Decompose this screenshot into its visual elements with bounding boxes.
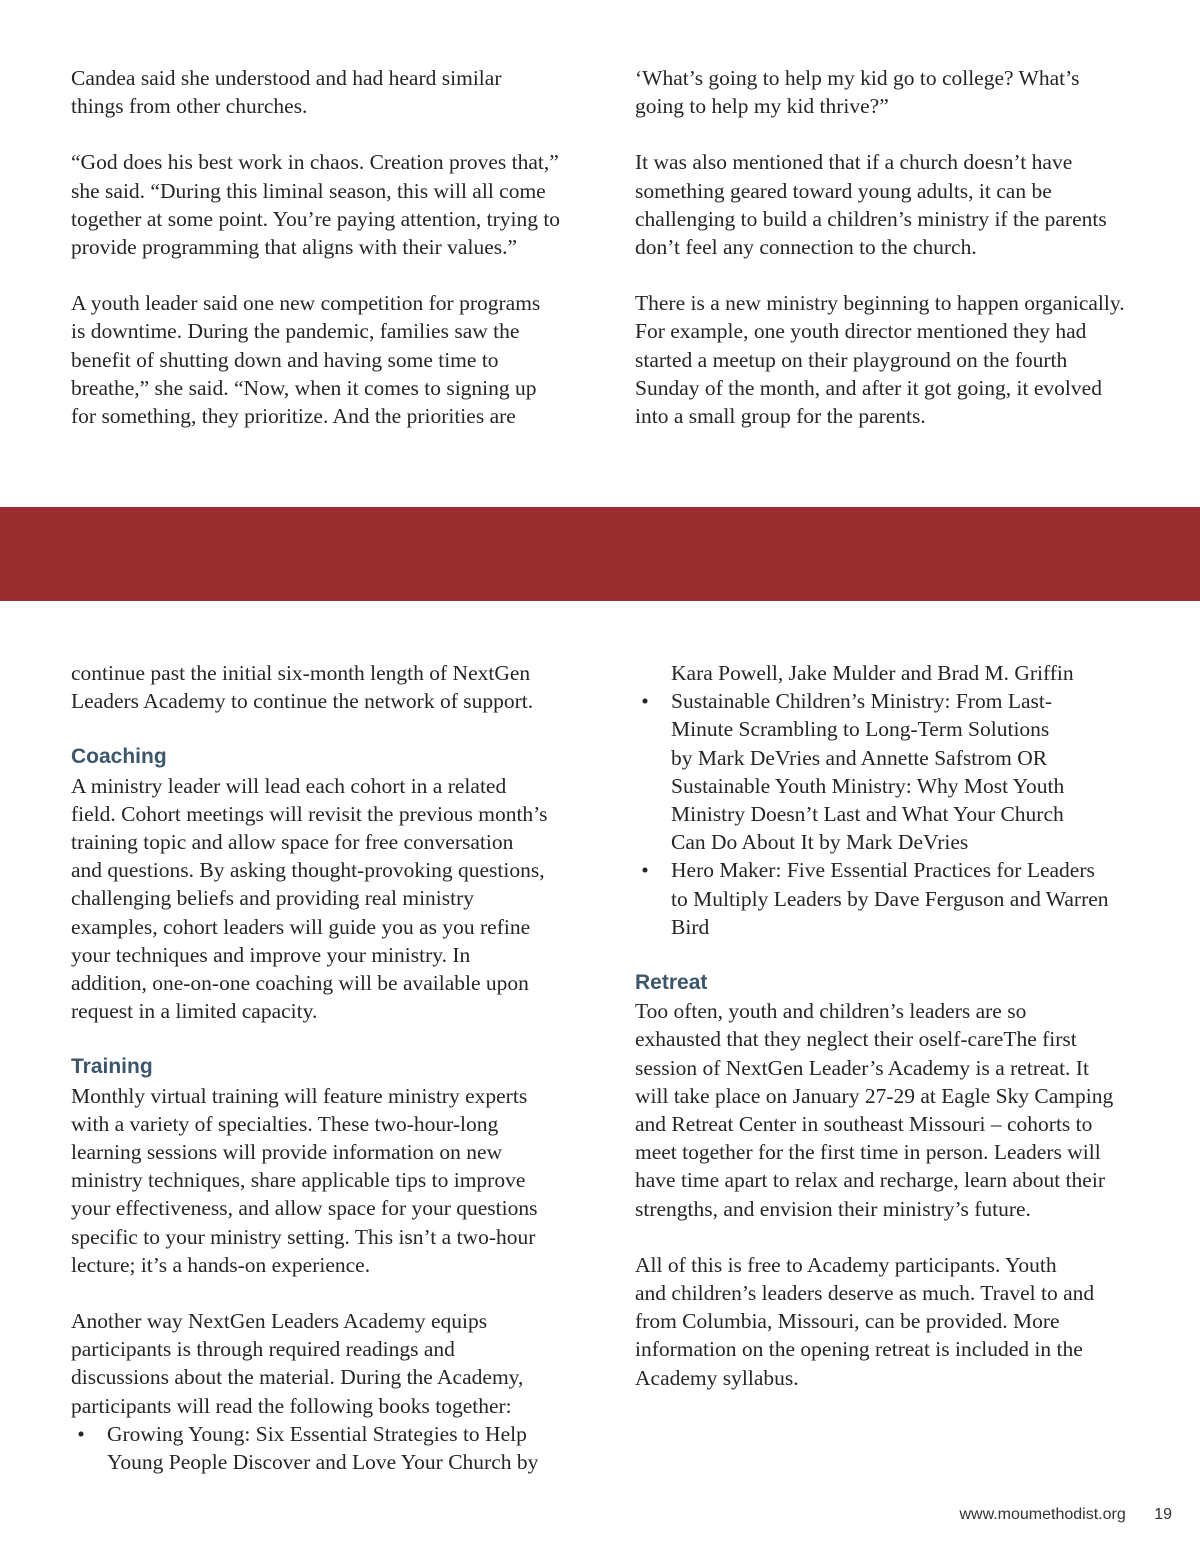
- bullet-icon: •: [641, 689, 649, 714]
- body-paragraph: Candea said she understood and had heard similar things from other churches.: [71, 66, 502, 119]
- bullet-icon: •: [77, 1421, 85, 1446]
- page-footer: [959, 1506, 1172, 1524]
- red-divider-band: [0, 507, 1200, 601]
- top-right-column: [635, 64, 1155, 430]
- retreat-paragraph: Too often, youth and children’s leaders are so exhausted that they neglect their oself-careThe first session of NextGen Leader’s Academy is a retreat. It will take place on January 27-29 at Eagle Sky Camping and Retreat Center in southeast Missouri – cohorts to meet together for the first time in person. Leaders will have time apart to relax and recharge, learn about their strengths, and envision their ministry’s future.: [635, 999, 1114, 1221]
- readings-paragraph: Another way NextGen Leaders Academy equips participants is through required readings and discussions about the material. During the Academy, participants will read the following books together:: [71, 1309, 524, 1418]
- training-heading: Training: [71, 1055, 153, 1079]
- list-item: [635, 856, 1155, 941]
- closing-paragraph: All of this is free to Academy participants. Youth and children’s leaders deserve as much. Travel to and from Columbia, Missouri, can be provided. More information on the opening retreat is included in the Academy syllabus.: [635, 1252, 1095, 1390]
- body-paragraph: There is a new ministry beginning to happen organically. For example, one youth director mentioned they had started a meetup on their playground on the fourth Sunday of the month, and after it got going, it evolved into a small group for the parents.: [635, 291, 1125, 429]
- page-number: 19: [1154, 1506, 1172, 1523]
- body-paragraph: A youth leader said one new competition for programs is downtime. During the pandemic, families saw the benefit of shutting down and having some time to breathe,” she said. “Now, when it comes to signing up for something, they prioritize. And the priorities are: [71, 291, 541, 429]
- book-title: Sustainable Children’s Ministry: From Last- Minute Scrambling to Long-Term Solutions by Mark DeVries and Annette Safstrom OR Sustainable Youth Ministry: Why Most Youth Ministry Doesn’t Last and What Your Church Can Do About It by Mark DeVries: [671, 689, 1065, 855]
- book-title: Growing Young: Six Essential Strategies to Help Young People Discover and Love Your Church by: [107, 1421, 539, 1475]
- book-title: Hero Maker: Five Essential Practices for Leaders to Multiply Leaders by Dave Ferguson and Warren Bird: [671, 858, 1109, 939]
- bottom-right-column: [635, 659, 1155, 1392]
- coaching-heading: Coaching: [71, 745, 167, 769]
- list-item: [635, 687, 1155, 856]
- body-paragraph: It was also mentioned that if a church doesn’t have something geared toward young adults, it can be challenging to build a children’s ministry if the parents don’t feel any connection to the church.: [635, 150, 1107, 260]
- bullet-icon: •: [641, 858, 649, 883]
- training-paragraph: Monthly virtual training will feature ministry experts with a variety of specialties. These two-hour-long learning sessions will provide information on new ministry techniques, share applicable tips to improve your effectiveness, and allow space for your questions specific to your ministry setting. This isn’t a two-hour lecture; it’s a hands-on experience.: [71, 1083, 538, 1277]
- body-paragraph: “God does his best work in chaos. Creation proves that,” she said. “During this liminal season, this will all come together at some point. You’re paying attention, trying to provide programming that aligns with their values.”: [71, 150, 561, 260]
- book-list: [635, 687, 1155, 941]
- coaching-paragraph: A ministry leader will lead each cohort in a related field. Cohort meetings will revisit the previous month’s training topic and allow space for free conversation and questions. By asking thought-provoking questions, challenging beliefs and providing real ministry examples, cohort leaders will guide you as you refine your techniques and improve your ministry. In addition, one-on-one coaching will be available upon request in a limited capacity.: [71, 773, 548, 1024]
- top-left-column: [71, 64, 581, 430]
- retreat-heading: Retreat: [635, 971, 708, 995]
- list-item: [71, 1420, 581, 1476]
- book-list: [71, 1420, 581, 1476]
- book-list-continuation: Kara Powell, Jake Mulder and Brad M. Griffin: [671, 661, 1074, 685]
- website-link[interactable]: www.moumethodist.org: [959, 1506, 1126, 1523]
- body-paragraph: continue past the initial six-month length of NextGen Leaders Academy to continue the network of support.: [71, 661, 534, 714]
- body-paragraph: ‘What’s going to help my kid go to college? What’s going to help my kid thrive?”: [635, 66, 1080, 119]
- bottom-left-column: [71, 659, 581, 1476]
